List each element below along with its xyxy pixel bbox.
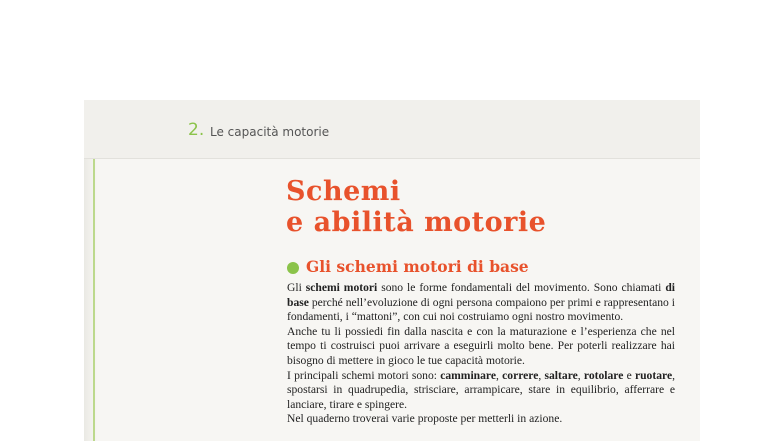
p3-bold-3: saltare (544, 368, 578, 382)
page-title (286, 176, 546, 238)
p1-bold-2: di base (287, 281, 675, 309)
p1-text-3: perché nell’evoluzione di ogni persona compaiono per primi e rappresentano i fondamenti, i “mattoni”, con cui noi costruiamo ogni nostro movimento. (287, 295, 675, 324)
chapter-number: 2. (188, 120, 205, 140)
paragraph-2: Anche tu li possiedi fin dalla nascita e con la maturazione e l’esperienza che nel tempo ti costruisci puoi arrivare a eseguirli molto bene. Per poterli realizzare hai bisogno di mettere in gioco le tue capacità motorie. (287, 324, 675, 367)
body-text (287, 281, 675, 427)
chapter-title: Le capacità motorie (210, 125, 330, 139)
paragraph-4: Nel quaderno troverai varie proposte per metterli in azione. (287, 412, 563, 426)
p3-bold-2: correre (502, 368, 539, 382)
p3-sep-1: , (496, 368, 503, 382)
section-heading: Gli schemi motori di base (306, 257, 529, 276)
p3-bold-5: ruotare (634, 368, 673, 382)
bullet-dot-icon (287, 262, 299, 274)
p3-sep-3: , (577, 368, 584, 382)
running-header (84, 100, 700, 159)
paragraph-1 (287, 281, 675, 325)
p3-sep-2: , (538, 368, 545, 382)
p3-text-2: , spostarsi in quadrupedia, strisciare, arrampicare, stare in equilibrio, afferrare e lanciare, tirare e spingere. (287, 368, 675, 411)
p3-text-1: I principali schemi motori sono: (287, 368, 441, 382)
paragraph-3 (287, 369, 675, 413)
p1-bold-1: schemi motori (305, 281, 378, 294)
scanned-page (84, 100, 700, 441)
p1-text-2: sono le forme fondamentali del movimento. Sono chiamati (377, 281, 666, 294)
p3-bold-4: rotolare (583, 368, 624, 382)
p3-bold-1: camminare (440, 368, 497, 382)
title-line-2: e abilità motorie (286, 207, 547, 238)
p3-sep-4: e (623, 368, 635, 382)
p1-text-1: Gli (287, 281, 306, 294)
title-line-1: Schemi (286, 176, 401, 207)
